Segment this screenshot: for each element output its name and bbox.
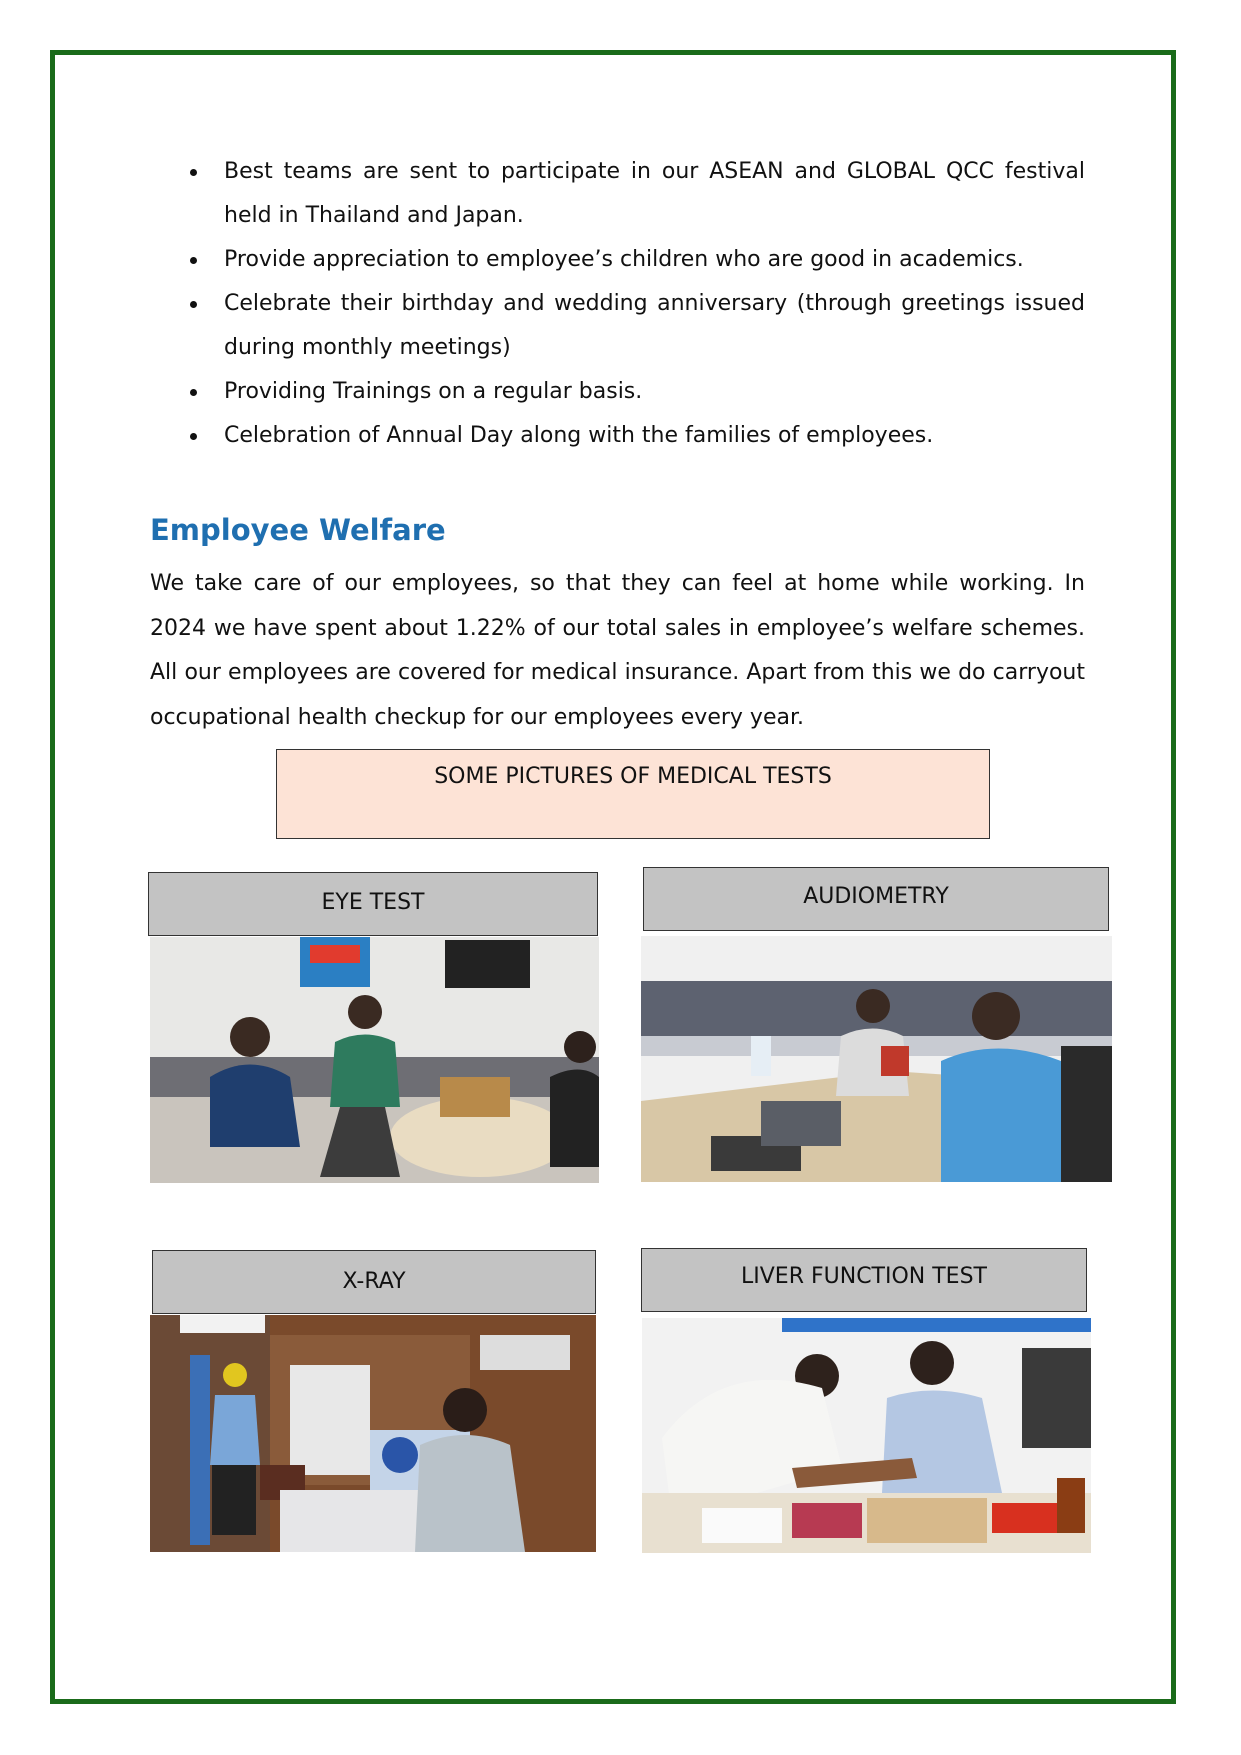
liver-test-label-text: LIVER FUNCTION TEST (741, 1264, 987, 1289)
bullet-item: Celebration of Annual Day along with the families of employees. (150, 414, 1085, 458)
bullet-item: Celebrate their birthday and wedding anniversary (through greetings issued during monthly meetings) (150, 282, 1085, 370)
eye-test-label-text: EYE TEST (321, 890, 425, 915)
liver-test-photo (642, 1318, 1091, 1553)
xray-photo (150, 1315, 596, 1552)
bullet-item: Best teams are sent to participate in our ASEAN and GLOBAL QCC festival held in Thailand and Japan. (150, 150, 1085, 238)
audiometry-photo (641, 936, 1112, 1182)
eye-test-photo (150, 937, 599, 1183)
eye-test-label (148, 872, 598, 936)
xray-label (152, 1250, 596, 1314)
section-heading: Employee Welfare (150, 513, 446, 547)
bullet-item: Provide appreciation to employee’s children who are good in academics. (150, 238, 1085, 282)
audiometry-label-text: AUDIOMETRY (803, 884, 949, 909)
pictures-title: SOME PICTURES OF MEDICAL TESTS (434, 764, 832, 789)
bullet-item: Providing Trainings on a regular basis. (150, 370, 1085, 414)
section-paragraph: We take care of our employees, so that they can feel at home while working. In 2024 we have spent about 1.22% of our total sales in employee’s welfare schemes. All our employees are covered for medical insurance. Apart from this we do carryout occupational health checkup for our employees every year. (150, 571, 1085, 730)
xray-label-text: X-RAY (342, 1269, 406, 1294)
pictures-title-box (276, 749, 990, 839)
liver-test-label (641, 1248, 1087, 1312)
bullet-list (150, 150, 1085, 458)
audiometry-label (643, 867, 1109, 931)
